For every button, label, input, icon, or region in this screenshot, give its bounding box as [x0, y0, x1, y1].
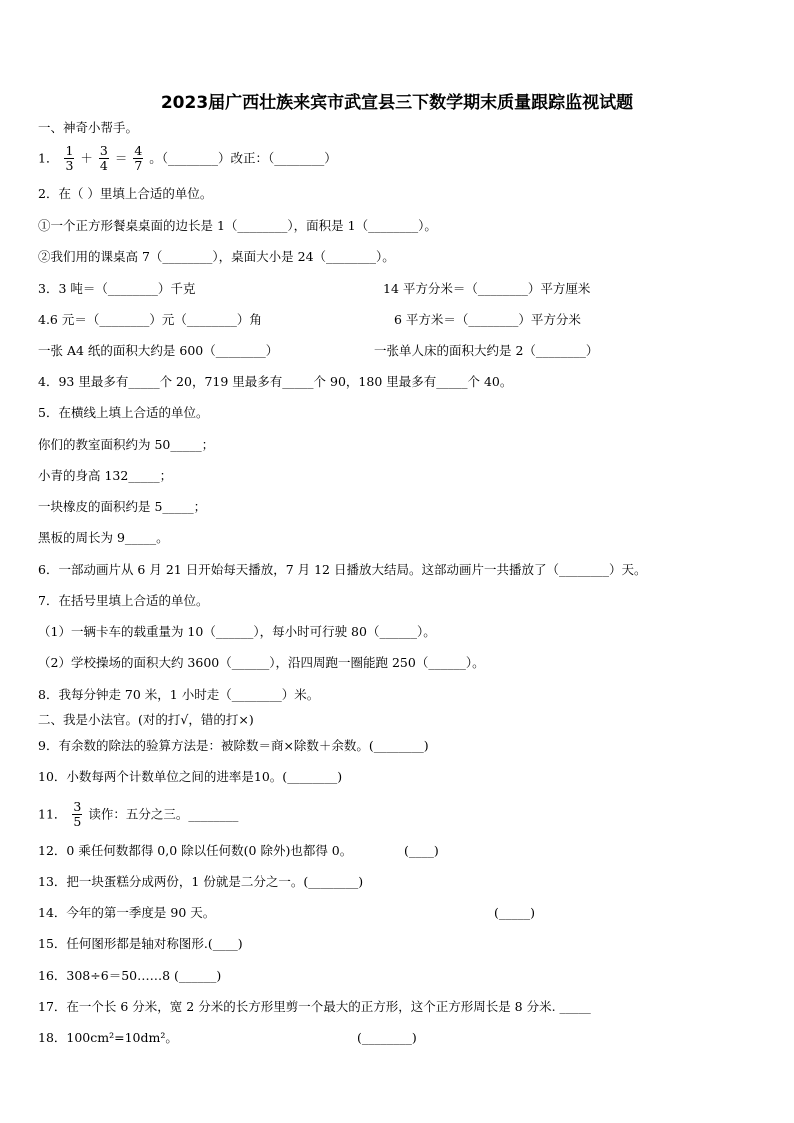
question-2: 2．在（ ）里填上合适的单位。 — [38, 186, 213, 201]
question-5: 5．在横线上填上合适的单位。 — [38, 405, 209, 420]
question-18-answer: (________) — [357, 1030, 417, 1045]
q1-fraction-b: $\frac{3}{4}$ — [99, 143, 108, 173]
section-2-heading: 二、我是小法官。(对的打√，错的打×) — [38, 712, 254, 727]
q1-plus: ＋ — [80, 150, 93, 166]
section-1-heading: 一、神奇小帮手。 — [38, 120, 139, 135]
question-7-part-1: （1）一辆卡车的载重量为 10（______），每小时可行驶 80（______）。 — [38, 624, 436, 639]
question-3-row-1-right: 14 平方分米＝（________）平方厘米 — [383, 281, 591, 296]
question-3-row-3-left: 一张 A4 纸的面积大约是 600（________） — [38, 343, 279, 358]
question-17: 17．在一个长 6 分米，宽 2 分米的长方形里剪一个最大的正方形，这个正方形周长是 8 分米. _____ — [38, 999, 591, 1014]
question-16: 16．308÷6＝50……8 (______) — [38, 968, 222, 983]
page-title: 2023届广西壮族来宾市武宣县三下数学期末质量跟踪监视试题 — [160, 93, 634, 113]
question-14-answer: (_____) — [494, 905, 536, 920]
question-2-part-2: ②我们用的课桌高 7（________），桌面大小是 24（________）。 — [38, 249, 395, 264]
question-10: 10．小数每两个计数单位之间的进率是10。(________) — [38, 769, 343, 784]
q1-fraction-a: $\frac{1}{3}$ — [65, 143, 74, 173]
question-6: 6．一部动画片从 6 月 21 日开始每天播放，7 月 12 日播放大结局。这部动画片一共播放了（________）天。 — [38, 562, 647, 577]
question-3-row-3-right: 一张单人床的面积大约是 2（________） — [374, 343, 599, 358]
question-5-item-1: 你们的教室面积约为 50_____； — [38, 437, 215, 452]
question-18: 18．100cm²=10dm²。 — [38, 1030, 178, 1045]
question-14: 14．今年的第一季度是 90 天。 — [38, 905, 216, 920]
question-8: 8．我每分钟走 70 米，1 小时走（________）米。 — [38, 687, 320, 702]
question-3-row-2-left: 4.6 元＝（________）元（________）角 — [38, 312, 262, 327]
q1-equals: ＝ — [114, 150, 128, 166]
question-13: 13．把一块蛋糕分成两份，1 份就是二分之一。(________) — [38, 874, 364, 889]
q1-number: 1． — [38, 150, 59, 166]
question-4: 4．93 里最多有_____个 20，719 里最多有_____个 90，180 里最多有_____个 40。 — [38, 374, 513, 389]
q1-fraction-c: $\frac{4}{7}$ — [134, 143, 143, 173]
question-1 — [38, 140, 337, 177]
question-5-item-3: 一块橡皮的面积约是 5_____； — [38, 499, 207, 514]
q11-fraction: $\frac{3}{5}$ — [73, 799, 82, 829]
q11-text: 读作：五分之三。________ — [88, 806, 239, 822]
question-7: 7．在括号里填上合适的单位。 — [38, 593, 209, 608]
question-3-row-2-right: 6 平方米＝（________）平方分米 — [394, 312, 581, 327]
question-9: 9．有余数的除法的验算方法是：被除数＝商×除数＋余数。(________) — [38, 738, 429, 753]
question-5-item-2: 小青的身高 132_____； — [38, 468, 173, 483]
q1-answer: 。（________）改正：（________） — [149, 150, 337, 166]
question-7-part-2: （2）学校操场的面积大约 3600（______），沿四周跑一圈能跑 250（______）。 — [38, 655, 485, 670]
question-11 — [38, 796, 238, 833]
question-12: 12．0 乘任何数都得 0,0 除以任何数(0 除外)也都得 0。 — [38, 843, 353, 858]
question-5-item-4: 黑板的周长为 9_____。 — [38, 530, 169, 545]
q11-number: 11． — [38, 806, 67, 822]
question-2-part-1: ①一个正方形餐桌桌面的边长是 1（________），面积是 1（________）。 — [38, 218, 437, 233]
question-12-answer: (____) — [404, 843, 439, 858]
question-15: 15．任何图形都是轴对称图形.(____) — [38, 936, 243, 951]
question-3-row-1-left: 3．3 吨＝（________）千克 — [38, 281, 196, 296]
